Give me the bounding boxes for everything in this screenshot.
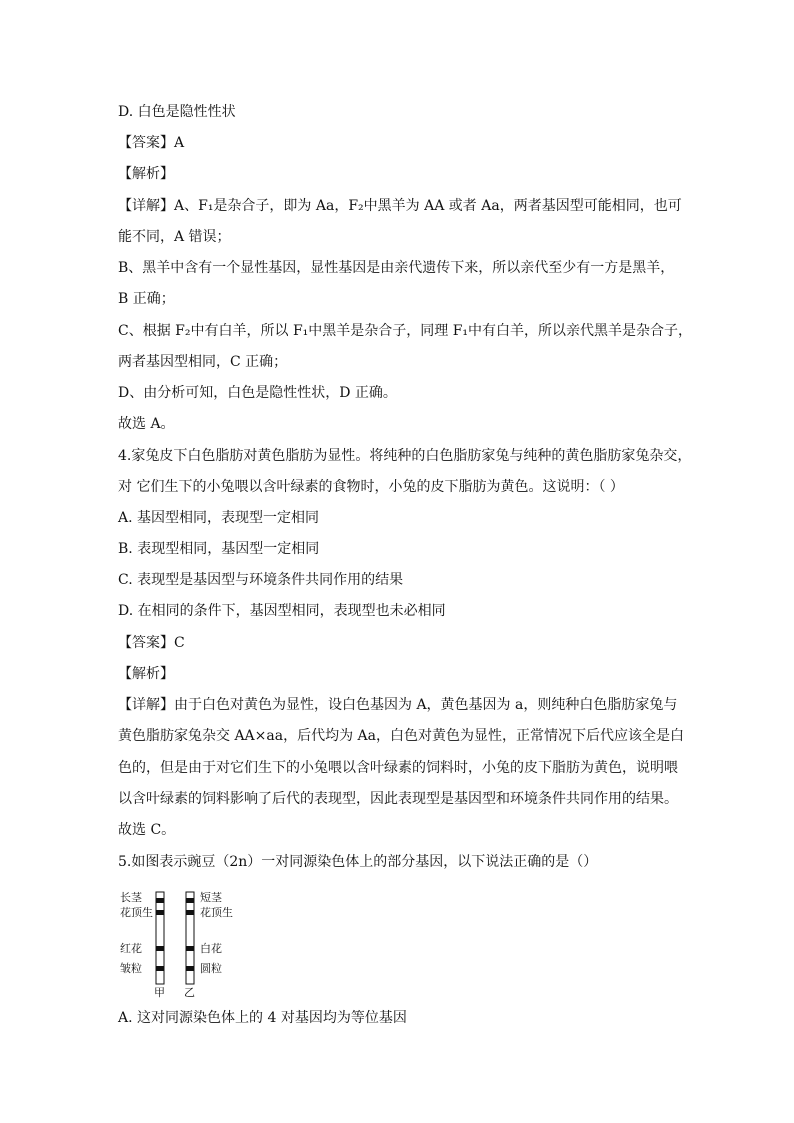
q4-option-d: D. 在相同的条件下，基因型相同，表现型也未必相同	[118, 603, 446, 619]
q4-option-b: B. 表现型相同，基因型一定相同	[118, 541, 320, 557]
label-wrinkled-seed: 皱粒	[120, 962, 142, 975]
band-jia-axial-flower	[156, 910, 164, 915]
q4-detail-line-1: 【详解】由于白色对黄色为显性，设白色基因为 A，黄色基因为 a，则纯种白色脂肪家兔与	[118, 697, 678, 713]
q3-detail-line-5: C、根据 F₂中有白羊，所以 F₁中黑羊是杂合子，同理 F₁中有白羊，所以亲代黑羊是杂合子，	[118, 323, 693, 339]
label-round-seed: 圆粒	[200, 962, 222, 975]
q3-detail-line-2: 能不同，A 错误；	[118, 229, 231, 245]
band-jia-long-stem	[156, 898, 164, 903]
chromosome-figure	[118, 888, 258, 998]
q4-option-a: A. 基因型相同，表现型一定相同	[118, 510, 320, 526]
q4-stem-line-1: 4.家兔皮下白色脂肪对黄色脂肪为显性。将纯种的白色脂肪家兔与纯种的黄色脂肪家兔杂交，	[118, 448, 692, 464]
q3-detail-line-1: 【详解】A、F₁是杂合子，即为 Aa，F₂中黑羊为 AA 或者 Aa，两者基因型可能相同，也可	[118, 198, 682, 214]
q3-answer: 【答案】A	[118, 135, 185, 151]
q3-analysis-heading: 【解析】	[118, 166, 174, 182]
q4-answer: 【答案】C	[118, 635, 185, 651]
q3-detail-line-6: 两者基因型相同，C 正确；	[118, 354, 288, 370]
label-jia: 甲	[154, 986, 165, 999]
q3-detail-line-3: B、黑羊中含有一个显性基因，显性基因是由亲代遗传下来，所以亲代至少有一方是黑羊，	[118, 260, 675, 276]
band-yi-axial-flower	[186, 910, 194, 915]
q4-analysis-heading: 【解析】	[118, 666, 174, 682]
label-red-flower: 红花	[120, 942, 142, 955]
label-short-stem: 短茎	[200, 891, 222, 904]
band-yi-short-stem	[186, 898, 194, 903]
q4-detail-line-2: 黄色脂肪家兔杂交 AA×aa，后代均为 Aa，白色对黄色为显性，正常情况下后代应该全是白	[118, 728, 684, 744]
label-long-stem: 长茎	[120, 891, 142, 904]
band-yi-round-seed	[186, 966, 194, 971]
q4-option-c: C. 表现型是基因型与环境条件共同作用的结果	[118, 572, 404, 588]
q3-detail-line-7: D、由分析可知，白色是隐性性状，D 正确。	[118, 385, 397, 401]
band-jia-red-flower	[156, 946, 164, 951]
q3-detail-line-4: B 正确；	[118, 291, 175, 307]
q5-stem: 5.如图表示豌豆（2n）一对同源染色体上的部分基因，以下说法正确的是（）	[118, 854, 598, 870]
band-yi-white-flower	[186, 946, 194, 951]
q3-conclusion: 故选 A。	[118, 416, 175, 432]
label-white-flower: 白花	[200, 942, 222, 955]
band-jia-wrinkled-seed	[156, 966, 164, 971]
q4-detail-line-3: 色的，但是由于对它们生下的小兔喂以含叶绿素的饲料时，小兔的皮下脂肪为黄色，说明喂	[118, 760, 678, 776]
q4-detail-line-4: 以含叶绿素的饲料影响了后代的表现型，因此表现型是基因型和环境条件共同作用的结果。	[118, 791, 678, 807]
q5-option-a: A. 这对同源染色体上的 4 对基因均为等位基因	[118, 1010, 407, 1026]
q4-stem-line-2: 对 它们生下的小兔喂以含叶绿素的食物时，小兔的皮下脂肪为黄色。这说明：（ ）	[118, 479, 624, 495]
label-jia-axial-flower: 花顶生	[120, 906, 153, 919]
label-yi-axial-flower: 花顶生	[200, 906, 233, 919]
label-yi: 乙	[184, 986, 195, 999]
q4-conclusion: 故选 C。	[118, 822, 176, 838]
q3-option-d: D. 白色是隐性性状	[118, 104, 236, 120]
